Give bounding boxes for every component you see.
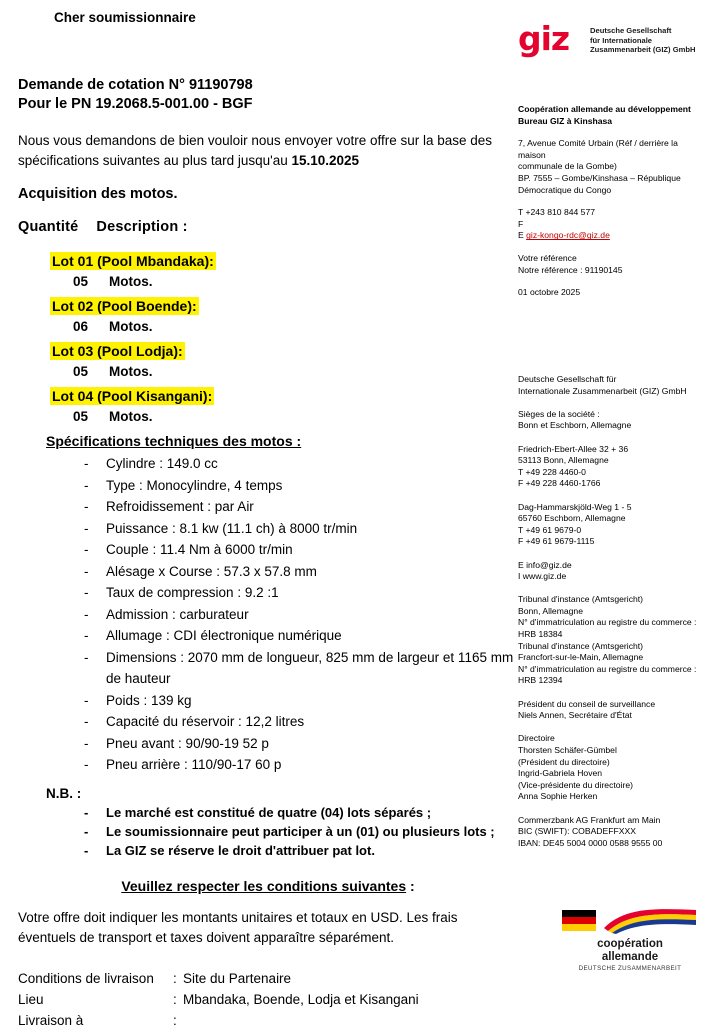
date-block (518, 287, 704, 299)
delivery-table (18, 968, 518, 1031)
lot-label (50, 297, 199, 315)
legal-line: HRB 18384 (518, 629, 563, 640)
address-line: BP. 7555 – Gombe/Kinshasa – République (518, 172, 681, 183)
legal-line: Thorsten Schäfer-Gümbel (518, 745, 617, 755)
address-line: 7, Avenue Comité Urbain (Réf / derrière la maison (518, 138, 678, 160)
request-title (18, 76, 518, 114)
spec-item: - Poids : 139 kg (84, 690, 518, 712)
specs-list (18, 453, 518, 776)
delivery-row (18, 1010, 518, 1031)
legal-line: E info@giz.de (518, 559, 572, 570)
legal-spacer (518, 687, 704, 699)
lot-quantity: 05 (73, 409, 89, 424)
legal-line: Sièges de la société : (518, 408, 600, 419)
legal-line: T +49 228 4460-0 (518, 466, 586, 477)
delivery-separator: : (173, 970, 177, 986)
legal-line: Anna Sophie Herken (518, 791, 598, 802)
lot-pool: (Pool Mbandaka): (97, 253, 214, 269)
lot-heading (50, 343, 185, 359)
legal-line: 65760 Eschborn, Allemagne (518, 513, 626, 524)
giz-wordmark: giz (518, 19, 570, 58)
legal-spacer (518, 432, 704, 444)
spec-item: - Allumage : CDI électronique numérique (84, 625, 518, 647)
address-line: Démocratique du Congo (518, 184, 612, 195)
legal-line: Tribunal d'instance (Amtsgericht) (518, 640, 644, 651)
lot-item (18, 298, 518, 334)
nb-item: - Le marché est constitué de quatre (04) lots séparés ; (84, 803, 518, 822)
nb-item: - Le soumissionnaire peut participer à un (01) ou plusieurs lots ; (84, 822, 518, 841)
legal-line: Friedrich-Ebert-Allee 32 + 36 (518, 443, 629, 454)
delivery-row (18, 968, 518, 989)
lot-unit: Motos. (109, 319, 153, 334)
conditions-heading-colon: : (406, 877, 415, 894)
lot-quantity: 05 (73, 274, 89, 289)
lots-list (18, 253, 518, 424)
office-block (518, 104, 704, 127)
main-content (18, 0, 518, 1031)
intro-paragraph (18, 131, 518, 171)
giz-logo-subtext (590, 26, 695, 55)
table-headers (18, 219, 518, 235)
legal-line: (Vice-présidente du directoire) (518, 779, 633, 790)
reference-block (518, 253, 704, 276)
our-reference-label: Notre référence : 91190145 (518, 264, 623, 275)
specs-title: Spécifications techniques des motos : (46, 433, 302, 449)
lot-name: Lot 04 (52, 388, 94, 404)
legal-line: 53113 Bonn, Allemagne (518, 455, 609, 466)
giz-logo-line2: für Internationale (590, 35, 653, 45)
lot-item (18, 388, 518, 424)
phone-line: T +243 810 844 577 (518, 207, 596, 218)
spec-item: - Dimensions : 2070 mm de longueur, 825 mm de largeur et 1165 mm de hauteur (84, 647, 518, 690)
cooperation-subtitle: DEUTSCHE ZUSAMMENARBEIT (578, 965, 682, 972)
lot-name: Lot 03 (52, 343, 94, 359)
german-flag-icon (562, 910, 596, 931)
spec-item: - Cylindre : 149.0 cc (84, 453, 518, 475)
cooperation-title (560, 938, 700, 963)
lot-quantity-row (73, 409, 518, 424)
legal-spacer (518, 803, 704, 815)
nb-label: N.B. : (46, 785, 82, 801)
legal-line: Tribunal d'instance (Amtsgericht) (518, 594, 644, 605)
cooperation-swoosh-icon (602, 906, 698, 934)
spec-item: - Capacité du réservoir : 12,2 litres (84, 711, 518, 733)
request-number-line: Demande de cotation N° 91190798 (18, 77, 253, 93)
legal-spacer (518, 722, 704, 734)
deadline-date: 15.10.2025 (291, 153, 360, 168)
legal-line: Commerzbank AG Frankfurt am Main (518, 814, 661, 825)
spec-item: - Puissance : 8.1 kw (11.1 ch) à 8000 tr/min (84, 518, 518, 540)
offer-paragraph: Votre offre doit indiquer les montants unitaires et totaux en USD. Les frais éventuels de transport et taxes doivent apparaître séparément. (18, 909, 458, 945)
lot-quantity-row (73, 274, 518, 289)
delivery-key: Conditions de livraison (18, 970, 154, 986)
legal-info-block (518, 374, 704, 849)
legal-line: I www.giz.de (518, 571, 567, 582)
lot-heading (50, 298, 199, 314)
cooperation-title-line2: allemande (601, 950, 659, 963)
lot-label (50, 252, 216, 270)
salutation: Cher soumissionnaire (54, 10, 196, 25)
giz-logo (518, 19, 708, 62)
nb-item: - La GIZ se réserve le droit d'attribuer pat lot. (84, 841, 518, 860)
lot-pool: (Pool Kisangani): (97, 388, 213, 404)
legal-line: BIC (SWIFT): COBADEFFXXX (518, 826, 636, 837)
lot-pool: (Pool Boende): (97, 298, 197, 314)
german-cooperation-logo (560, 906, 700, 972)
delivery-value: Site du Partenaire (183, 970, 292, 986)
legal-line: IBAN: DE45 5004 0000 0588 9555 00 (518, 837, 663, 848)
legal-line: F +49 228 4460-1766 (518, 478, 601, 489)
your-reference-label: Votre référence (518, 252, 577, 263)
lot-quantity-row (73, 364, 518, 379)
legal-line: Dag-Hammarskjöld-Weg 1 - 5 (518, 501, 632, 512)
lot-label (50, 342, 185, 360)
lot-quantity: 05 (73, 364, 89, 379)
delivery-row (18, 989, 518, 1010)
legal-line: Directoire (518, 733, 555, 744)
legal-spacer (518, 397, 704, 409)
spec-item: - Alésage x Course : 57.3 x 57.8 mm (84, 561, 518, 583)
lot-unit: Motos. (109, 364, 153, 379)
legal-line: Président du conseil de surveillance (518, 698, 656, 709)
address-line: communale de la Gombe) (518, 161, 617, 172)
coop-office: Bureau GIZ à Kinshasa (518, 115, 613, 126)
lot-item (18, 343, 518, 379)
legal-line: N° d'immatriculation au registre du commerce : (518, 663, 697, 674)
email-line (518, 230, 704, 242)
document-date: 01 octobre 2025 (518, 287, 581, 298)
conditions-heading-text: Veuillez respecter les conditions suivantes (121, 877, 407, 894)
legal-line: Deutsche Gesellschaft für (518, 374, 617, 384)
lot-quantity: 06 (73, 319, 89, 334)
address-block (518, 138, 704, 196)
giz-logo-line3: Zusammenarbeit (GIZ) GmbH (590, 45, 696, 55)
delivery-key: Livraison à (18, 1012, 84, 1028)
lot-heading (50, 253, 216, 269)
legal-line: Bonn et Eschborn, Allemagne (518, 420, 632, 431)
lot-quantity-row (73, 319, 518, 334)
legal-spacer (518, 548, 704, 560)
legal-line: Bonn, Allemagne (518, 605, 583, 616)
nb-list (18, 803, 518, 860)
lot-unit: Motos. (109, 409, 153, 424)
legal-line: Ingrid-Gabriela Hoven (518, 768, 603, 779)
email-link[interactable]: giz-kongo-rdc@giz.de (526, 230, 610, 241)
phone-block (518, 207, 704, 242)
cooperation-title-line1: coopération (597, 938, 663, 950)
giz-logo-line1: Deutsche Gesellschaft (590, 26, 672, 35)
lot-label (50, 387, 214, 405)
project-number-line: Pour le PN 19.2068.5-001.00 - BGF (18, 96, 253, 112)
legal-line: T +49 61 9679-0 (518, 524, 582, 535)
email-label: E (518, 230, 524, 241)
lot-name: Lot 01 (52, 253, 94, 269)
spec-item: - Pneu arrière : 110/90-17 60 p (84, 754, 518, 776)
coop-title: Coopération allemande au développement (518, 104, 691, 114)
fax-line: F (518, 218, 524, 229)
intro-text: Nous vous demandons de bien vouloir nous envoyer votre offre sur la base des spécifications suivantes au plus tard jusqu'au (18, 133, 493, 168)
legal-line: (Président du directoire) (518, 756, 610, 767)
spec-item: - Taux de compression : 9.2 :1 (84, 582, 518, 604)
delivery-key: Lieu (18, 991, 44, 1007)
description-header: Description : (96, 219, 188, 235)
spec-item: - Pneu avant : 90/90-19 52 p (84, 733, 518, 755)
delivery-separator: : (173, 991, 177, 1007)
acquisition-title: Acquisition des motos. (18, 186, 178, 202)
contact-block (518, 104, 704, 310)
spec-item: - Couple : 11.4 Nm à 6000 tr/min (84, 539, 518, 561)
conditions-heading (18, 878, 518, 894)
legal-line: N° d'immatriculation au registre du commerce : (518, 617, 697, 628)
legal-line: HRB 12394 (518, 675, 563, 686)
legal-line: Internationale Zusammenarbeit (GIZ) GmbH (518, 385, 687, 396)
legal-spacer (518, 583, 704, 595)
spec-item: - Admission : carburateur (84, 604, 518, 626)
lot-heading (50, 388, 214, 404)
legal-spacer (518, 490, 704, 502)
legal-line: F +49 61 9679-1115 (518, 536, 595, 547)
legal-line: Francfort-sur-le-Main, Allemagne (518, 652, 644, 663)
lot-pool: (Pool Lodja): (97, 343, 183, 359)
delivery-value: Mbandaka, Boende, Lodja et Kisangani (183, 991, 419, 1007)
spec-item: - Refroidissement : par Air (84, 496, 518, 518)
lot-name: Lot 02 (52, 298, 94, 314)
lot-unit: Motos. (109, 274, 153, 289)
spec-item: - Type : Monocylindre, 4 temps (84, 475, 518, 497)
delivery-separator: : (173, 1012, 177, 1028)
lot-item (18, 253, 518, 289)
legal-line: Niels Annen, Secrétaire d'État (518, 710, 632, 721)
quantity-header: Quantité (18, 219, 79, 235)
